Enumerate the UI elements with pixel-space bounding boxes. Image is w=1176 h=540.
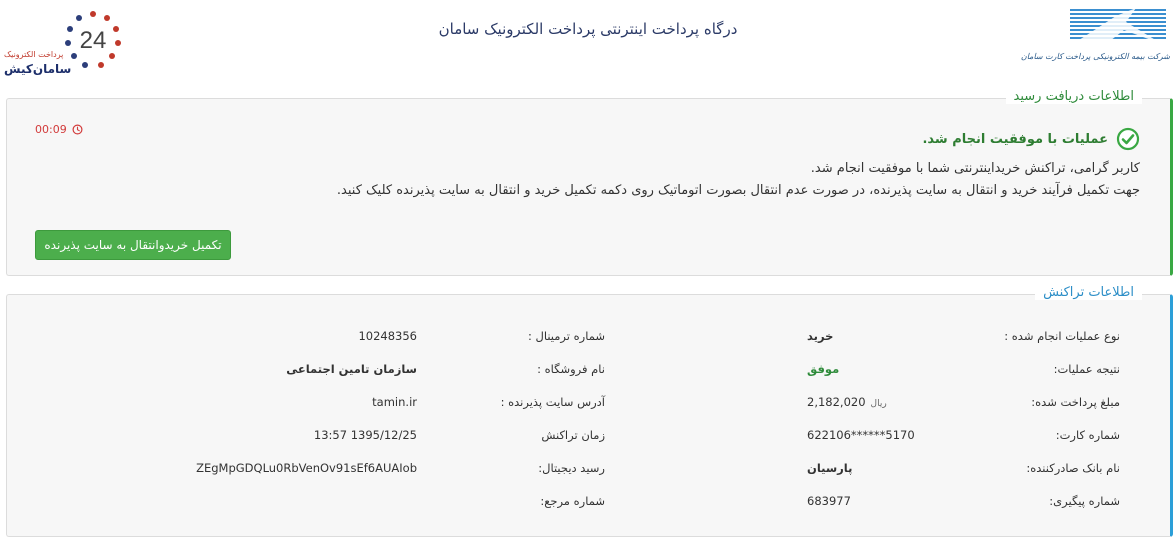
amount-value — [807, 395, 917, 409]
receipt-panel — [6, 89, 1173, 276]
operation-type-value: خرید — [807, 329, 834, 343]
transaction-time-label: زمان تراکنش — [541, 428, 605, 442]
transaction-time-value: 1395/12/25 13:57 — [313, 428, 417, 442]
issuer-bank-label: نام بانک صادرکننده: — [1026, 461, 1120, 475]
digital-receipt-label: رسید دیجیتال: — [538, 461, 605, 475]
receipt-legend: اطلاعات دریافت رسید — [1006, 89, 1142, 104]
samankish-brand: سامان‌کیش — [4, 62, 72, 76]
sep-bird-icon — [1066, 6, 1170, 46]
card-number-label: شماره کارت: — [1055, 428, 1120, 442]
operation-result-value: موفق — [807, 362, 840, 376]
svg-text:24: 24 — [79, 27, 107, 54]
terminal-number-value: 10248356 — [358, 329, 417, 343]
countdown-timer — [35, 123, 83, 136]
sep-logo — [1020, 4, 1172, 76]
operation-result-label: نتیجه عملیات: — [1053, 362, 1120, 376]
check-circle-icon — [1116, 127, 1140, 151]
issuer-bank-value: پارسیان — [807, 461, 853, 475]
page-title: درگاه پرداخت اینترنتی پرداخت الکترونیک سامان — [438, 20, 738, 38]
complete-purchase-button[interactable]: تکمیل خریدوانتقال به سایت پذیرنده — [35, 230, 231, 260]
merchant-site-label: آدرس سایت پذیرنده : — [500, 395, 605, 409]
tracking-number-value: 683977 — [807, 494, 851, 508]
amount-number: 2,182,020 — [807, 395, 866, 409]
samankish-subtitle: پرداخت الکترونیک — [4, 50, 64, 59]
digital-receipt-value: ZEgMpGDQLu0RbVenOv91sEf6AUAIob — [196, 461, 417, 475]
amount-currency: ریال — [870, 399, 887, 409]
page-header — [0, 0, 1176, 88]
timer-value: 00:09 — [35, 123, 67, 136]
transaction-panel — [6, 285, 1173, 537]
terminal-number-label: شماره ترمینال : — [527, 329, 605, 343]
shop-name-value: سازمان تامین اجتماعی — [286, 362, 417, 376]
reference-number-label: شماره مرجع: — [540, 494, 605, 508]
samankish-logo — [2, 4, 126, 78]
card-number-value: 622106******5170 — [807, 428, 915, 442]
success-title: عملیات با موفقیت انجام شد. — [922, 131, 1108, 147]
tracking-number-label: شماره پیگیری: — [1049, 494, 1120, 508]
merchant-site-value: tamin.ir — [372, 395, 417, 409]
success-message-line1: کاربر گرامی، تراکنش خریداینترنتی شما با موفقیت انجام شد. — [810, 161, 1140, 176]
success-status — [922, 127, 1140, 151]
shop-name-label: نام فروشگاه : — [537, 362, 605, 376]
operation-type-label: نوع عملیات انجام شده : — [1004, 329, 1120, 343]
amount-label: مبلغ پرداخت شده: — [1031, 395, 1120, 409]
sep-tagline: شرکت بیمه الکترونیکی پرداخت کارت سامان — [1020, 52, 1170, 61]
clock-icon — [72, 124, 83, 135]
transaction-legend: اطلاعات تراکنش — [1035, 285, 1142, 300]
success-message-line2: جهت تکمیل فرآیند خرید و انتقال به سایت پذیرنده، در صورت عدم انتقال بصورت اتوماتیک روی دکمه تکمیل خرید و انتقال به سایت پذیرنده کلیک کنید. — [336, 183, 1140, 198]
